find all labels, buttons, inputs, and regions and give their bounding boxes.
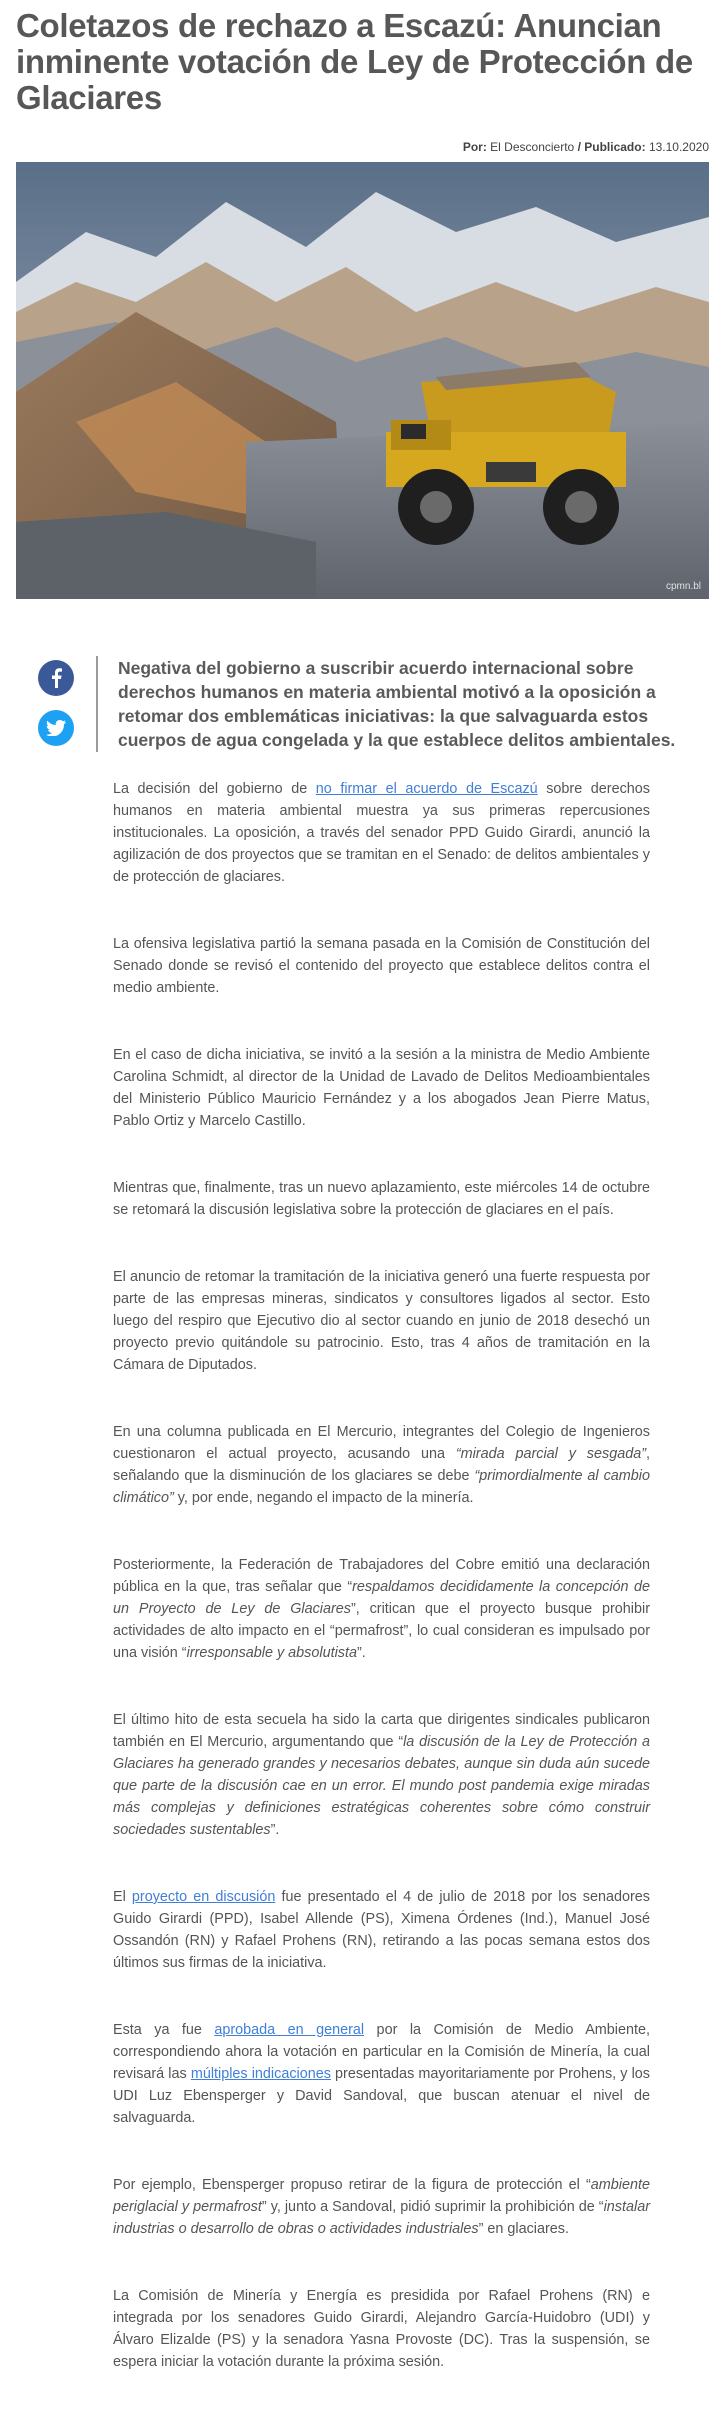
paragraph: El último hito de esta secuela ha sido la carta que dirigentes sindicales publicaron también en El Mercurio, argumentando que “la discusión de la Ley de Protección a Glaciares ha generado grandes y necesarios debates, aunque sin duda aún sucede que parte de la discusión cae en un error. El mundo post pandemia exige miradas más complejas y definiciones estratégicas coherentes sobre cómo construir sociedades sustentables”. — [113, 1712, 650, 1838]
author-label: Por: — [462, 140, 487, 154]
published-label: Publicado: — [584, 140, 646, 154]
facebook-share-button[interactable] — [38, 660, 74, 696]
mining-truck-photo — [16, 162, 709, 599]
facebook-icon — [48, 668, 64, 688]
paragraph: En una columna publicada en El Mercurio, integrantes del Colegio de Ingenieros cuestionaron el actual proyecto, acusando una “mirada parcial y sesgada”, señalando que la disminución de los glaciares se debe “primordialmente al cambio climático” y, por ende, negando el impacto de la minería. — [113, 1424, 650, 1506]
hero-image — [16, 162, 709, 599]
indications-link[interactable]: múltiples indicaciones — [190, 2066, 331, 2082]
paragraph: La ofensiva legislativa partió la semana pasada en la Comisión de Constitución del Senado donde se revisó el contenido del proyecto que establece delitos contra el medio ambiente. — [113, 936, 650, 996]
escazu-link[interactable]: no firmar el acuerdo de Escazú — [315, 781, 538, 797]
twitter-icon — [46, 720, 66, 736]
paragraph: Mientras que, finalmente, tras un nuevo aplazamiento, este miércoles 14 de octubre se retomará la discusión legislativa sobre la protección de glaciares en el país. — [113, 1180, 650, 1218]
paragraph: En el caso de dicha iniciativa, se invitó a la sesión a la ministra de Medio Ambiente Carolina Schmidt, al director de la Unidad de Lavado de Delitos Medioambientales del Ministerio Público Mauricio Fernández y a los abogados Jean Pierre Matus, Pablo Ortiz y Marcelo Castillo. — [113, 1047, 650, 1129]
paragraph: La decisión del gobierno de no firmar el acuerdo de Escazú sobre derechos humanos en materia ambiental muestra ya sus primeras repercusiones institucionales. La oposición, a través del senador PPD Guido Girardi, anunció la agilización de dos proyectos que se tramitan en el Senado: de delitos ambientales y de protección de glaciares. — [113, 781, 650, 885]
image-watermark: cpmn.bl — [666, 581, 702, 592]
article-title: Coletazos de rechazo a Escazú: Anuncian inminente votación de Ley de Protección de Glaciares — [16, 7, 693, 116]
twitter-share-button[interactable] — [38, 710, 74, 746]
approved-link[interactable]: aprobada en general — [214, 2022, 365, 2038]
paragraph: Esta ya fue aprobada en general por la Comisión de Medio Ambiente, correspondiendo ahora la votación en particular en la Comisión de Minería, la cual revisará las múltiples indicaciones presentadas mayoritariamente por Prohens, y los UDI Luz Ebensperger y David Sandoval, que buscan atenuar el nivel de salvaguarda. — [113, 2022, 651, 2126]
paragraph: La Comisión de Minería y Energía es presidida por Rafael Prohens (RN) e integrada por los senadores Guido Girardi, Alejandro García-Huidobro (UDI) y Álvaro Elizalde (PS) y la senadora Yasna Provoste (DC). Tras la suspensión, se espera iniciar la votación durante la próxima sesión. — [113, 2288, 650, 2370]
paragraph: El anuncio de retomar la tramitación de la iniciativa generó una fuerte respuesta por parte de las empresas mineras, sindicatos y consultores ligados al sector. Esto luego del respiro que Ejecutivo dio al sector cuando en junio de 2018 desechó un proyecto previo quitándole su patrocinio. Esto, tras 4 años de tramitación en la Cámara de Diputados. — [113, 1269, 650, 1373]
paragraph: El proyecto en discusión fue presentado el 4 de julio de 2018 por los senadores Guido Girardi (PPD), Isabel Allende (PS), Ximena Órdenes (Ind.), Manuel José Ossandón (RN) y Rafael Prohens (RN), retirando a las pocas semana estos dos últimos sus firmas de la iniciativa. — [113, 1889, 650, 1971]
project-link[interactable]: proyecto en discusión — [131, 1889, 276, 1905]
paragraph: Posteriormente, la Federación de Trabajadores del Cobre emitió una declaración pública en la que, tras señalar que “respaldamos decididamente la concepción de un Proyecto de Ley de Glaciares”, critican que el proyecto busque prohibir actividades de alto impacto en el “permafrost”, lo cual consideran es impulsado por una visión “irresponsable y absolutista”. — [113, 1557, 650, 1661]
published-date: 13.10.2020 — [648, 140, 709, 154]
article-body — [113, 778, 650, 2418]
byline: Por: El Desconcierto / Publicado: 13.10.2020 — [462, 140, 709, 154]
social-share-bar — [38, 660, 74, 760]
paragraph: Por ejemplo, Ebensperger propuso retirar de la figura de protección el “ambiente periglacial y permafrost” y, junto a Sandoval, pidió suprimir la prohibición de “instalar industrias o desarrollo de obras o actividades industriales” en glaciares. — [113, 2177, 650, 2237]
author-name[interactable]: El Desconcierto — [490, 140, 575, 154]
article-lead: Negativa del gobierno a suscribir acuerdo internacional sobre derechos humanos en materia ambiental motivó a la oposición a retomar dos emblemáticas iniciativas: la que salvaguarda estos cuerpos de agua congelada y la que establece delitos ambientales. — [96, 656, 678, 752]
